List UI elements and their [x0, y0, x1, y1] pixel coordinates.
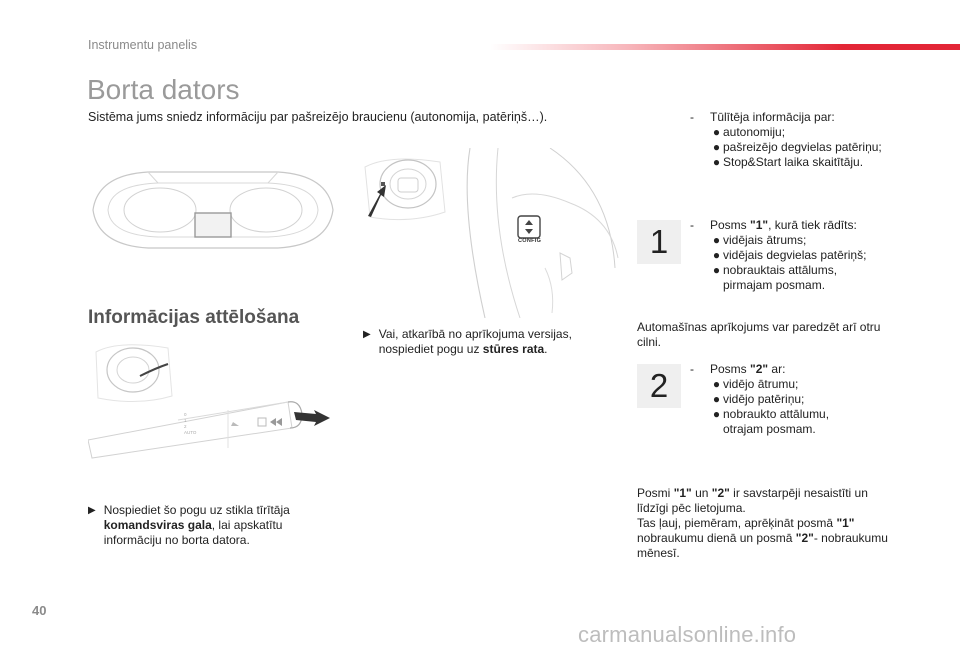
header-accent-bar	[490, 44, 960, 50]
trip-2-icon: 2	[637, 364, 681, 408]
stalk-position-labels: 0 1 2 AUTO	[184, 412, 197, 435]
stalk-button-note: ▶ Nospiediet šo pogu uz stikla tīrītāja komandsviras gala, lai apskatītu informāciju no borta datora.	[88, 503, 290, 547]
wheel-stalk-figure	[88, 340, 338, 465]
config-label: CONFIG	[518, 238, 542, 244]
instrument-cluster-figure	[88, 150, 338, 270]
trip-1-block: - Posms "1", kurā tiek rādīts: ● vidējais ātrums; ● vidējais degvielas patēriņš; ● nobrauktais attālums, pirmajam posmam.	[690, 218, 867, 292]
watermark: carmanualsonline.info	[578, 622, 797, 647]
trip-2-block: - Posms "2" ar: ● vidējo ātrumu; ● vidējo patēriņu; ● nobraukto attālumu, otrajam posmam.	[690, 362, 830, 436]
intro-text: Sistēma jums sniedz informāciju par pašreizējo braucienu (autonomija, patēriņš…).	[88, 110, 548, 124]
instant-info-block: - Tūlītēja informācija par: ● autonomiju; ● pašreizējo degvielas patēriņu; ● Stop&Start laika skaitītāju.	[690, 110, 882, 169]
wheel-config-button-figure	[460, 148, 620, 318]
note-marker-icon: ▶	[363, 329, 371, 340]
running-header: Instrumentu panelis	[88, 38, 198, 52]
page-title: Borta dators	[87, 74, 240, 105]
wheel-button-note: ▶ Vai, atkarībā no aprīkojuma versijas, nospiediet pogu uz stūres rata.	[363, 327, 572, 356]
page-number: 40	[32, 603, 47, 618]
steering-wheel-figure	[360, 152, 450, 227]
trip-1-icon: 1	[637, 220, 681, 264]
equipment-note: Automašīnas aprīkojums var paredzēt arī otru cilni.	[637, 320, 881, 349]
section-heading: Informācijas attēlošana	[88, 307, 300, 328]
trips-independent-note: Posmi "1" un "2" ir savstarpēji nesaistīti un līdzīgi pēc lietojuma. Tas ļauj, piemēram, aprēķināt posmā "1" nobraukumu dienā un posmā "2"- nobraukumu mēnesī.	[637, 486, 888, 560]
note-marker-icon: ▶	[88, 505, 96, 516]
